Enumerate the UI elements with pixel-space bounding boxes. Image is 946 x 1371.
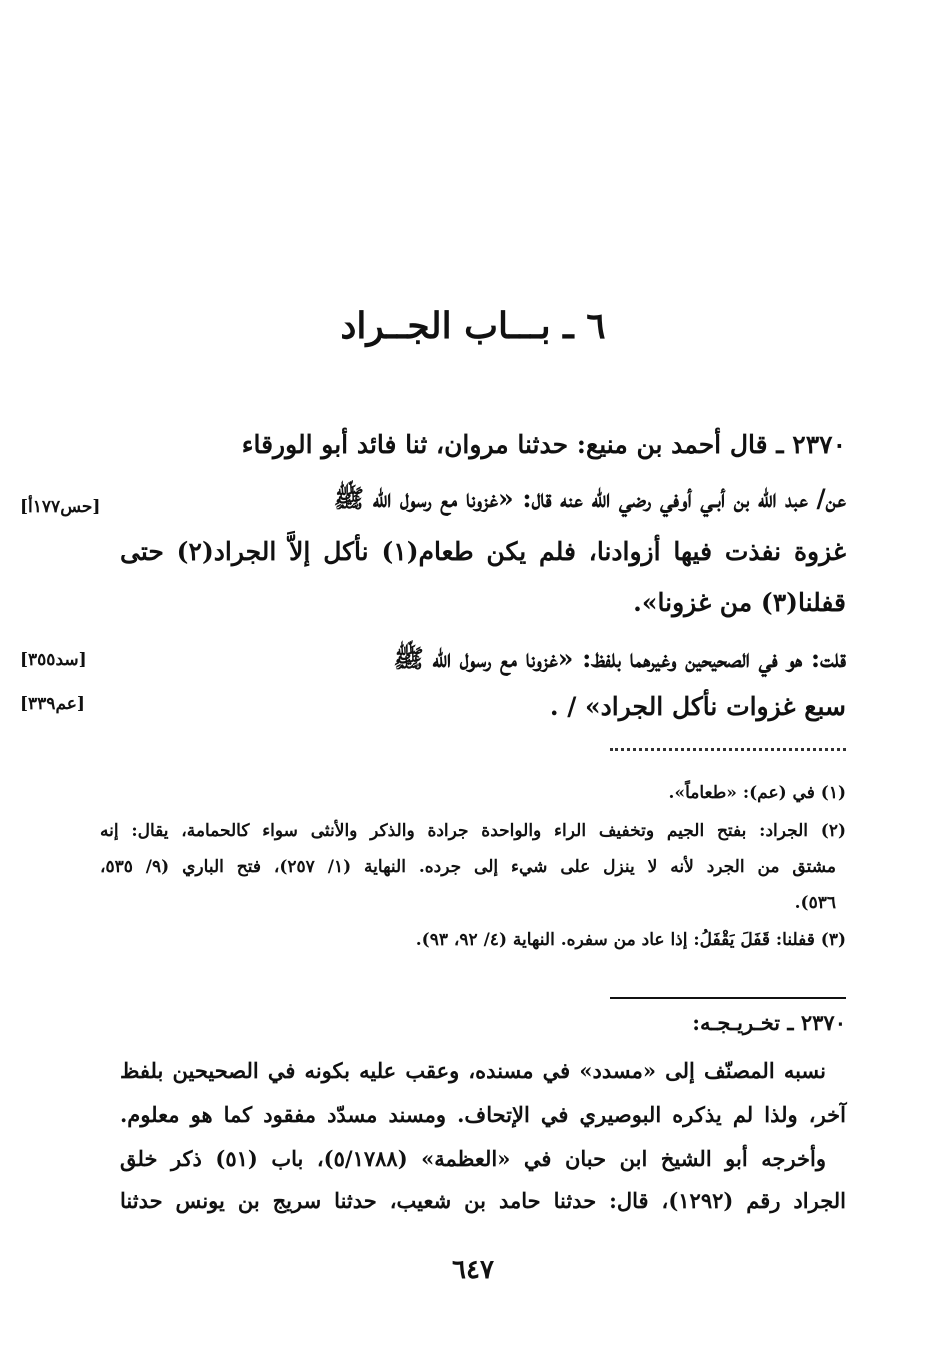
footnote-1: (١) في (عم): «طعاماً». <box>668 783 846 803</box>
chapter-title: ٦ ـ بـــاب الجــراد <box>340 305 606 347</box>
takhrij-heading: ٢٣٧٠ ـ تخـريـجـه: <box>692 1010 846 1035</box>
takhrij-line-4: الجراد رقم (١٢٩٢)، قال: حدثنا حامد بن شعيب، حدثنا سريج بن يونس حدثنا <box>120 1188 846 1213</box>
takhrij-line-3: وأخرجه أبو الشيخ ابن حبان في «العظمة» (٥/١٧٨٨)، باب (٥١) ذكر خلق <box>120 1146 826 1171</box>
footnote-2-line-1: (٢) الجراد: بفتح الجيم وتخفيف الراء والواحدة جرادة والذكر والأنثى سواء كالحمامة، يقال: إنه <box>100 821 846 841</box>
footnote-3: (٣) قفلنا: قَفَلَ يَقْفَلُ: إذا عاد من سفره. النهاية (٤/ ٩٢، ٩٣). <box>415 930 846 950</box>
takhrij-rule <box>610 997 846 999</box>
footnote-separator <box>610 748 846 751</box>
hadith-line-1: ٢٣٧٠ ـ قال أحمد بن منيع: حدثنا مروان، ثنا فائد أبو الورقاء <box>241 430 846 459</box>
margin-ref-sad: [سد٣٥٥] <box>20 650 87 670</box>
hadith-line-2: عن/ عبد الله بن أبـي أوفي رضي الله عنه قال: «غزونا مع رسول الله ﷺ <box>333 484 846 513</box>
qult-line-2: سبع غزوات نأكل الجراد» / . <box>549 692 846 721</box>
takhrij-line-1: نسبه المصنّف إلى «مسدد» في مسنده، وعقب عليه بكونه في الصحيحين بلفظ <box>120 1058 826 1083</box>
footnote-2-line-2: مشتق من الجرد لأنه لا ينزل على شيء إلى جرده. النهاية (١/ ٢٥٧)، فتح الباري (٩/ ٥٣٥، <box>100 857 836 877</box>
hadith-line-3: غزوة نفذت فيها أزوادنا، فلم يكن طعام(١) نأكل إلاَّ الجراد(٢) حتى <box>120 537 846 566</box>
footnote-2-line-3: ٥٣٦). <box>794 893 836 913</box>
page-number: ٦٤٧ <box>452 1255 494 1285</box>
qult-line-1: قلت: هو في الصحيحين وغيرهما بلفظ: «غزونا مع رسول الله ﷺ <box>393 644 846 673</box>
margin-ref-has: [حس١٧٧أ] <box>20 497 101 517</box>
hadith-line-4: قفلنا(٣) من غزونا». <box>633 588 846 617</box>
takhrij-line-2: آخر، ولذا لم يذكره البوصيري في الإتحاف. ومسند مسدّد مفقود كما هو معلوم. <box>120 1102 846 1127</box>
margin-ref-am: [عم٣٣٩] <box>20 694 85 714</box>
